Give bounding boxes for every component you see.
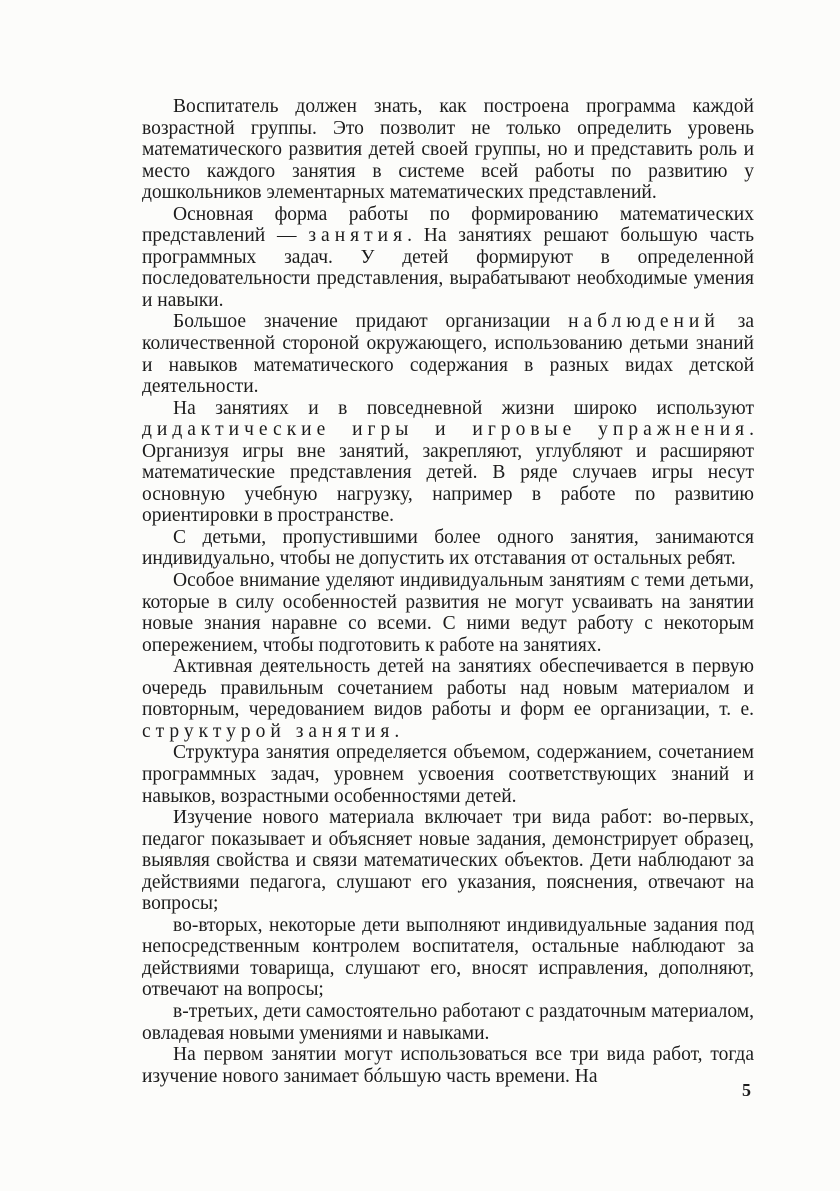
paragraph-2 <box>142 204 754 312</box>
paragraph-11-text: в-третьих, дети самостоятельно работают с раздаточным материалом, овладевая новыми умениями и навыками. <box>142 1000 754 1044</box>
paragraph-3-text-end: за количественной стороной окружающего, использованию детьми знаний и навыков математического содержания в разных видах детской деятельности. <box>142 311 754 398</box>
paragraph-7-text: Активная деятельность детей на занятиях обеспечивается в первую очередь правильным сочетанием работы над новым материалом и повторным, чередованием видов работы и форм ее организации, т. е. <box>142 656 754 721</box>
paragraph-10-text: во-вторых, некоторые дети выполняют индивидуальные задания под непосредственным контролем воспитателя, остальные наблюдают за действиями товарища, слушают его, вносят исправления, дополняют, отвечают на вопросы; <box>142 914 754 1001</box>
paragraph-2-text: Основная форма работы по формированию математических представлений — <box>142 203 754 247</box>
paragraph-12 <box>142 1044 754 1087</box>
paragraph-3-text: Большое значение придают организации <box>173 311 569 333</box>
paragraph-2-emphasis: занятия <box>308 225 408 247</box>
paragraph-6 <box>142 570 754 656</box>
page-number: 5 <box>742 1080 751 1100</box>
paragraph-12-text: На первом занятии могут использоваться все три вида работ, тогда изучение нового занимает бóльшую часть времени. На <box>142 1044 754 1087</box>
paragraph-9 <box>142 807 754 915</box>
paragraph-4-text-end: . Организуя игры вне занятий, закрепляют, углубляют и расширяют математические представления детей. В ряде случаев игры несут основную учебную нагрузку, например в работе по развитию ориентировки в пространстве. <box>142 419 754 527</box>
paragraph-4-emphasis: дидактические игры и игровые упражнения <box>142 419 750 441</box>
paragraph-1 <box>142 96 754 204</box>
paragraph-7-text-end: . <box>394 720 400 742</box>
paragraph-10 <box>142 915 754 1001</box>
paragraph-4 <box>142 398 754 527</box>
paragraph-7-emphasis: структурой занятия <box>142 720 395 742</box>
paragraph-5-text: С детьми, пропустившими более одного занятия, занимаются индивидуально, чтобы не допустить их отставания от остальных ребят. <box>142 526 754 570</box>
paragraph-4-text: На занятиях и в повседневной жизни широко используют <box>173 397 754 419</box>
body-text <box>142 96 754 1087</box>
paragraph-5 <box>142 527 754 570</box>
paragraph-11 <box>142 1001 754 1044</box>
paragraph-1-text: Воспитатель должен знать, как построена программа каждой возрастной группы. Это позволит не только определить уровень математического развития детей своей группы, но и представить роль и место каждого занятия в системе всей работы по развитию у дошкольников элементарных математических представлений. <box>142 96 754 204</box>
paragraph-3-emphasis: наблюдений <box>568 311 720 333</box>
paragraph-8-text: Структура занятия определяется объемом, содержанием, сочетанием программных задач, уровнем усвоения соответствующих знаний и навыков, возрастными особенностями детей. <box>142 742 754 807</box>
paragraph-3 <box>142 311 754 397</box>
paragraph-9-text: Изучение нового материала включает три вида работ: во-первых, педагог показывает и объясняет новые задания, демонстрирует образец, выявляя свойства и связи математических объектов. Дети наблюдают за действиями педагога, слушают его указания, пояснения, отвечают на вопросы; <box>142 807 754 915</box>
paragraph-2-text-end: . На занятиях решают большую часть программных задач. У детей формируют в определенной последовательности представления, вырабатывают необходимые умения и навыки. <box>142 225 754 311</box>
paragraph-7 <box>142 656 754 742</box>
paragraph-6-text: Особое внимание уделяют индивидуальным занятиям с теми детьми, которые в силу особенностей развития не могут усваивать на занятии новые знания наравне со всеми. С ними ведут работу с некоторым опережением, чтобы подготовить к работе на занятиях. <box>142 570 754 656</box>
paragraph-8 <box>142 742 754 807</box>
